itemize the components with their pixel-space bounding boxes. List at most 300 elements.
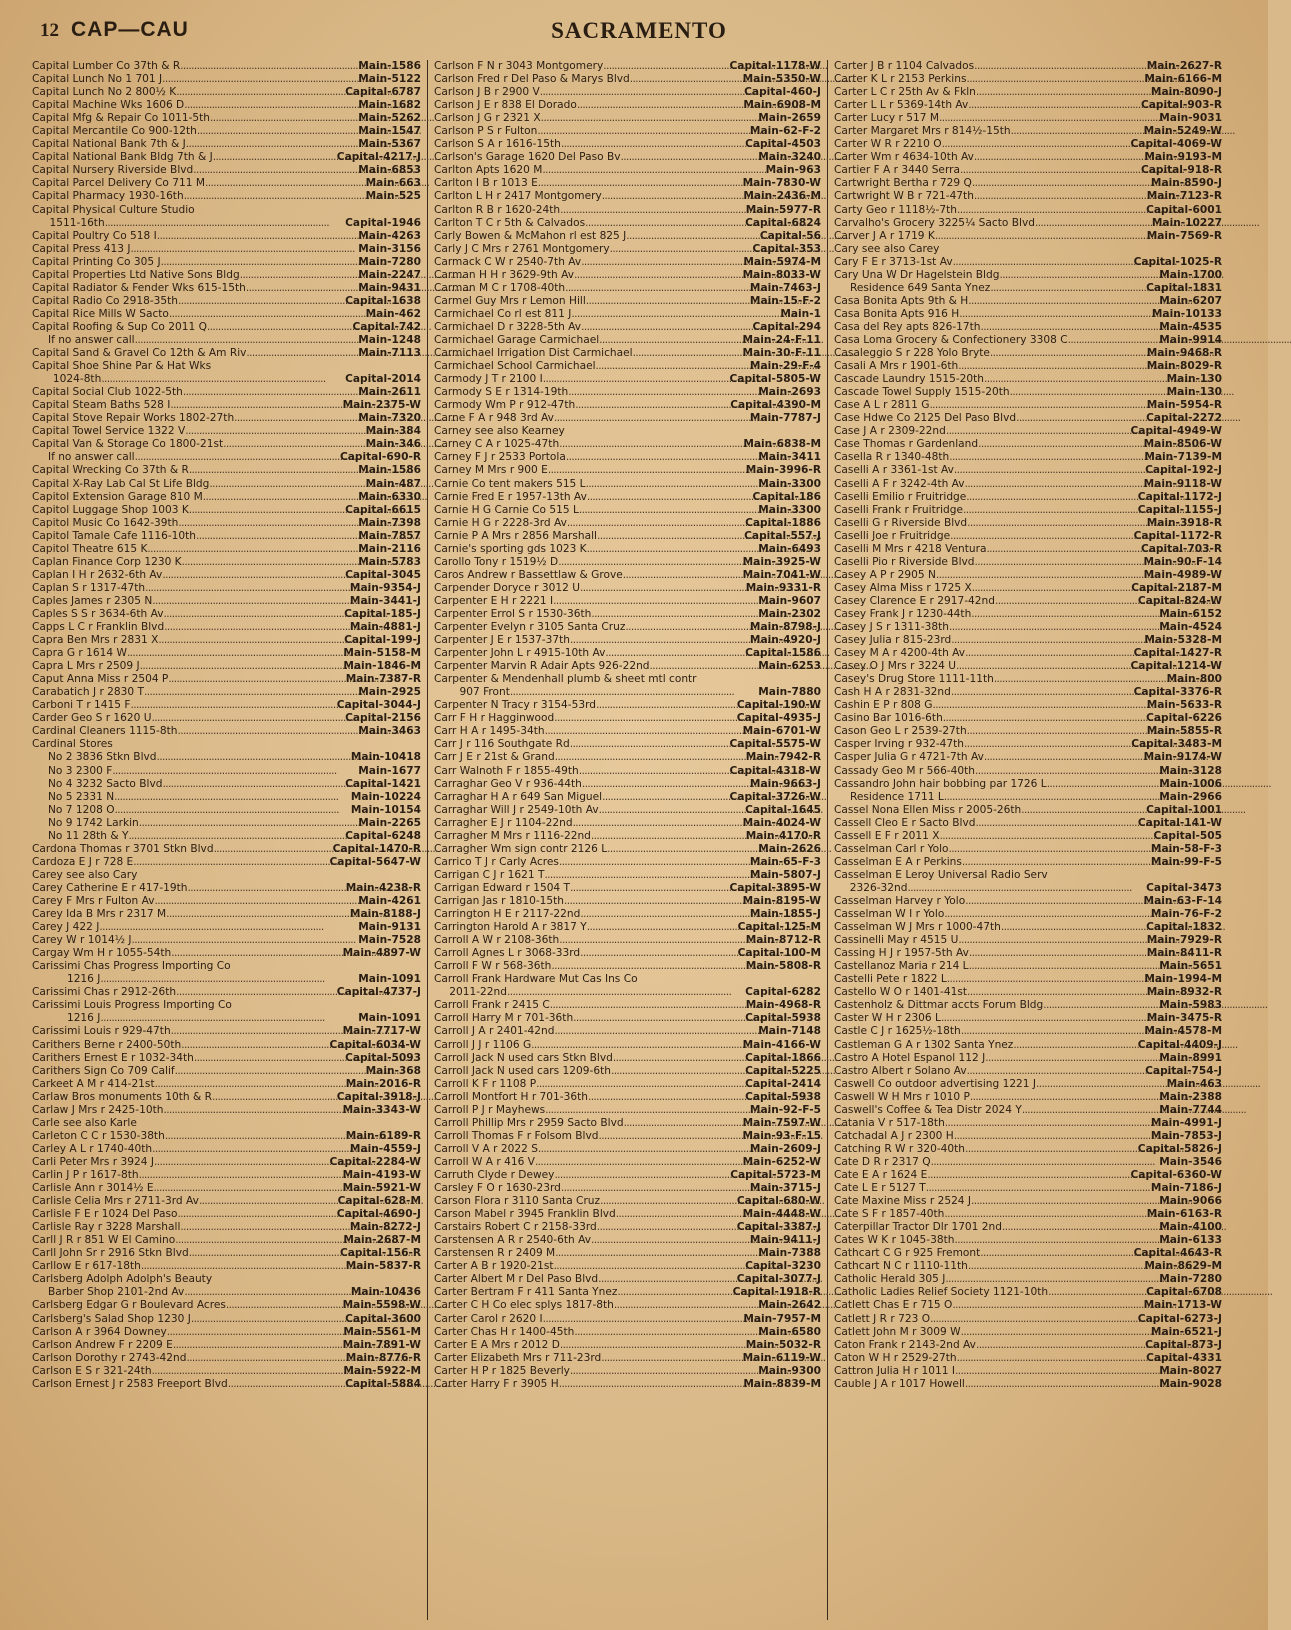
- dot-leader: [960, 164, 1141, 177]
- listing-phone: Main-9607: [758, 594, 821, 607]
- listing-name: Carroll Montfort H r 701-36th: [434, 1090, 588, 1103]
- listing-phone: Main-3411: [758, 451, 821, 464]
- listing-name: Carruth Clyde r Dewey: [434, 1168, 555, 1181]
- listing-entry: [834, 973, 1222, 986]
- listing-name: Carlaw J Mrs r 2425-10th: [32, 1103, 164, 1116]
- listing-entry: [434, 712, 821, 725]
- listing-phone: Main-2693: [758, 386, 821, 399]
- listing-phone: Main-9354-J: [349, 581, 421, 594]
- dot-leader: [950, 530, 1133, 543]
- dot-leader: [561, 1182, 750, 1195]
- listing-phone: Capital-3077-J: [736, 1273, 821, 1286]
- listing-phone: Main-7957-M: [743, 1312, 821, 1325]
- listing-phone: Main-2375-W: [342, 399, 421, 412]
- dot-leader: [946, 425, 1131, 438]
- listing-entry: [834, 817, 1222, 830]
- listing-phone: Capital-2414: [745, 1077, 821, 1090]
- dot-leader: [954, 1130, 1151, 1143]
- listing-name: Carmel Guy Mrs r Lemon Hill: [434, 294, 586, 307]
- listing-phone: Main-2609-J: [749, 1142, 821, 1155]
- dot-leader: [189, 504, 345, 517]
- listing-entry: [434, 73, 821, 86]
- listing-phone: Main-63-F-14: [1143, 895, 1222, 907]
- dot-leader: [591, 1234, 750, 1247]
- listing-phone: Capital-3376-R: [1133, 686, 1222, 699]
- listing-phone: Main-7280: [358, 255, 421, 268]
- dot-leader: [975, 817, 1137, 830]
- listing-entry: [32, 347, 421, 360]
- listing-phone: Main-7569-R: [1146, 229, 1222, 242]
- listing-entry: [834, 517, 1222, 530]
- listing-name: Caster W H r 2306 L: [834, 1012, 941, 1025]
- dot-leader: [135, 451, 340, 464]
- listing-name: Cardinal Cleaners 1115-8th: [32, 725, 178, 738]
- listing-entry: [434, 60, 821, 73]
- listing-entry: [32, 164, 421, 177]
- listing-phone: Main-5837-R: [345, 1260, 421, 1273]
- dot-leader: [994, 673, 1167, 686]
- listing-name: Carissimi Chas Progress Importing Co: [32, 960, 231, 973]
- dot-leader: [957, 1352, 1146, 1365]
- dot-leader: [536, 1078, 745, 1091]
- listing-name: Carlson Fred r Del Paso & Marys Blvd: [434, 73, 630, 86]
- listing-name: No 2 3836 Stkn Blvd: [48, 751, 157, 764]
- listing-phone: Capital-5093: [345, 1051, 421, 1064]
- listing-phone: Capital-505: [1153, 829, 1222, 842]
- listing-entry: [32, 177, 421, 190]
- dot-leader: [170, 399, 342, 412]
- listing-phone: Capital-125-M: [737, 921, 821, 934]
- dot-leader: [144, 686, 358, 699]
- listing-name: Carpenter J E r 1537-37th: [434, 634, 571, 647]
- listing-name: Carraghar Geo V r 936-44th: [434, 777, 582, 790]
- listing-phone: Main-5633-R: [1146, 699, 1222, 712]
- listing-entry: [834, 478, 1222, 491]
- listing-entry: [834, 256, 1222, 269]
- listing-name: Carroll Agnes L r 3068-33rd: [434, 947, 581, 960]
- listing-entry: [834, 217, 1222, 230]
- listing-phone: Main-8029-R: [1146, 360, 1222, 373]
- listing-entry: [834, 738, 1222, 751]
- listing-name: Capra L Mrs r 2509 J: [32, 660, 140, 673]
- listing-phone: Main-8090-J: [1150, 86, 1222, 99]
- dot-leader: [545, 1104, 750, 1117]
- dot-leader: [553, 595, 758, 608]
- listing-entry: [834, 243, 1222, 256]
- listing-phone: Capital-2014: [345, 373, 421, 386]
- listing-phone: Main-9331-R: [745, 581, 821, 594]
- listing-phone: Main-10436: [350, 1286, 421, 1299]
- listing-phone: Main-24-F-11: [742, 333, 821, 346]
- listing-name: Carter Wm r 4634-10th Av: [834, 151, 974, 164]
- listing-entry: [834, 138, 1222, 151]
- listing-phone: Main-6701-W: [742, 725, 821, 738]
- listing-entry: [834, 373, 1222, 386]
- listing-phone: Capital-100-M: [737, 947, 821, 960]
- listing-entry: [834, 451, 1222, 464]
- listing-phone: Capital-294: [752, 320, 821, 333]
- dot-leader: [961, 1025, 1145, 1038]
- listing-name: Carabatich J r 2830 T: [32, 686, 144, 699]
- dot-leader: [176, 986, 337, 999]
- dot-leader: [570, 1365, 758, 1378]
- listing-entry: [434, 1130, 821, 1143]
- listing-entry: [834, 1234, 1222, 1247]
- listing-phone: Main-487: [365, 477, 421, 490]
- listing-name: Casey M A r 4200-4th Av: [834, 647, 966, 660]
- listing-name: Carroll P J r Mayhews: [434, 1103, 546, 1116]
- listing-phone: Main-2388: [1159, 1090, 1222, 1103]
- dot-leader: [554, 1169, 730, 1182]
- listing-phone: Main-5032-R: [745, 1338, 821, 1351]
- dot-leader: [1016, 412, 1146, 425]
- listing-phone: Main-10154: [350, 803, 421, 816]
- dot-leader: [171, 1025, 343, 1038]
- dot-leader: [566, 451, 758, 464]
- dot-leader: [165, 1130, 346, 1143]
- listing-phone: Main-9468-R: [1146, 347, 1222, 360]
- listing-name: Carrington H E r 2117-22nd: [434, 908, 581, 921]
- dot-leader: [961, 1326, 1151, 1339]
- listing-name: Capital Machine Wks 1606 D: [32, 99, 185, 112]
- dot-leader: [605, 647, 745, 660]
- listing-name: Castellanoz Maria r 214 L: [834, 960, 969, 973]
- listing-phone: Capital-4331: [1146, 1351, 1222, 1364]
- listing-name: Carragher E J r 1104-22nd: [434, 816, 573, 829]
- listing-name: Casey O J Mrs r 3224 U: [834, 660, 956, 673]
- listing-phone: Main-3463: [358, 725, 421, 738]
- listing-name: Capital Stove Repair Works 1802-27th: [32, 412, 235, 425]
- dot-leader: [570, 738, 730, 751]
- listing-name: Carstensen R r 2409 M: [434, 1247, 556, 1260]
- listing-name: Cardinal Stores: [32, 738, 113, 751]
- listing-name: Capital Social Club 1022-5th: [32, 386, 183, 399]
- listing-entry: [834, 895, 1222, 908]
- dot-leader: [213, 151, 337, 164]
- listing-name: Carmack C W r 2540-7th Av: [434, 255, 582, 268]
- listing-entry: [834, 1221, 1222, 1234]
- dot-leader: [168, 673, 345, 686]
- listing-entry: [434, 856, 821, 869]
- listing-entry: [32, 738, 421, 751]
- listing-entry: [434, 1117, 821, 1130]
- listing-name: Cardona Thomas r 3701 Stkn Blvd: [32, 842, 214, 855]
- listing-name: Carroll K F r 1108 P: [434, 1077, 537, 1090]
- listing-phone: Capital-5647-W: [329, 855, 421, 868]
- listing-entry: [834, 1052, 1222, 1065]
- dot-leader: [949, 843, 1151, 856]
- listing-entry: [32, 1025, 421, 1038]
- listing-entry: [834, 1352, 1222, 1365]
- listing-entry: [834, 1313, 1222, 1326]
- dot-leader: [597, 530, 744, 543]
- dot-leader: [965, 895, 1143, 908]
- dot-leader: [955, 1365, 1159, 1378]
- dot-leader: [972, 582, 1131, 595]
- dot-leader: [152, 1143, 350, 1156]
- dot-leader: [561, 138, 745, 151]
- listing-phone: Main-9118-W: [1143, 477, 1222, 490]
- listing-entry: [834, 386, 1222, 399]
- dot-leader: [944, 1208, 1146, 1221]
- listing-name: Carlsberg Edgar G r Boulevard Acres: [32, 1299, 226, 1312]
- dot-leader: [189, 464, 358, 477]
- listing-entry: [434, 843, 821, 856]
- listing-phone: Capital-3230: [745, 1260, 821, 1273]
- listing-phone: Main-9193-M: [1144, 151, 1222, 164]
- listing-entry: [32, 1156, 421, 1169]
- listing-phone: Main-5922-M: [343, 1364, 421, 1377]
- listing-name: Capital Van & Storage Co 1800-21st: [32, 438, 224, 451]
- listing-entry: [834, 464, 1222, 477]
- listing-name: Carlson J B r 2900 V: [434, 86, 540, 99]
- dot-leader: [139, 817, 358, 830]
- listing-name: Carpenter N Tracy r 3154-53rd: [434, 699, 596, 712]
- dot-leader: [943, 712, 1146, 725]
- listing-entry: [32, 1299, 421, 1312]
- listing-columns: [28, 60, 1250, 1620]
- listing-phone: Main-7280: [1159, 1273, 1222, 1286]
- listing-name: Cary F E r 3713-1st Av: [834, 255, 953, 268]
- listing-entry: [834, 1104, 1222, 1117]
- listing-entry: [834, 660, 1222, 673]
- listing-name: Caselli A F r 3242-4th Av: [834, 477, 965, 490]
- dot-leader: [602, 791, 729, 804]
- listing-name: Carson Flora r 3110 Santa Cruz: [434, 1195, 601, 1208]
- listing-entry: [434, 791, 821, 804]
- listing-entry: [32, 595, 421, 608]
- listing-name: Casselman E Leroy Universal Radio Serv: [834, 868, 1048, 881]
- dot-leader: [177, 1208, 336, 1221]
- listing-entry: [32, 1195, 421, 1208]
- listing-name: Caselli Frank r Fruitridge: [834, 503, 963, 516]
- listing-phone: Main-9663-J: [749, 777, 821, 790]
- listing-entry: [434, 869, 821, 882]
- dot-leader: [196, 530, 358, 543]
- listing-entry: [32, 1221, 421, 1234]
- listing-phone: Main-368: [365, 1064, 421, 1077]
- dot-leader: [614, 1299, 758, 1312]
- listing-name: Carpenter & Mendenhall plumb & sheet mtl contr: [434, 673, 697, 686]
- listing-name: Carllow E r 617-18th: [32, 1260, 141, 1273]
- dot-leader: [564, 895, 743, 908]
- listing-phone: Main-462: [365, 307, 421, 320]
- listing-name: Caplan Finance Corp 1230 K: [32, 555, 182, 568]
- dot-leader: [197, 125, 358, 138]
- dot-leader: [559, 1378, 744, 1391]
- listing-entry: [834, 412, 1222, 425]
- listing-phone: Main-8506-W: [1143, 438, 1222, 451]
- listing-phone: Capital-5826-J: [1137, 1142, 1222, 1155]
- listing-name: Carlson S A r 1616-15th: [434, 138, 561, 151]
- listing-phone: Main-1700: [1159, 268, 1222, 281]
- listing-entry: [434, 204, 821, 217]
- listing-phone: Capital-903-R: [1140, 99, 1222, 112]
- listing-phone: Main-90-F-14: [1143, 555, 1222, 568]
- listing-name: Carstensen A R r 2540-6th Av: [434, 1234, 591, 1247]
- listing-entry: [32, 243, 421, 256]
- dot-leader: [155, 895, 359, 908]
- dot-leader: [180, 1221, 350, 1234]
- dot-leader: [573, 817, 743, 830]
- listing-phone: Main-7139-M: [1144, 451, 1222, 464]
- listing-name: 1024-8th: [52, 373, 102, 386]
- listing-phone: Main-6207: [1159, 294, 1222, 307]
- listing-phone: Capital-6273-J: [1137, 1312, 1222, 1325]
- listing-entry: [834, 843, 1222, 856]
- listing-name: Carroll Frank r 2415 C: [434, 999, 550, 1012]
- listing-phone: Main-10133: [1151, 307, 1222, 320]
- listing-phone: Main-8776-R: [345, 1351, 421, 1364]
- listing-entry: [32, 712, 421, 725]
- listing-phone: Main-8027: [1159, 1364, 1222, 1377]
- listing-entry: [434, 986, 821, 999]
- listing-name: Carter C H Co elec splys 1817-8th: [434, 1299, 614, 1312]
- listing-entry: [32, 1339, 421, 1352]
- listing-entry: [32, 504, 421, 517]
- dot-leader: [193, 164, 358, 177]
- dot-leader: [975, 765, 1159, 778]
- listing-entry: [434, 1143, 821, 1156]
- listing-phone: Main-9031: [1159, 112, 1222, 125]
- listing-name: Caselli G r Riverside Blvd: [834, 516, 968, 529]
- listing-entry: [32, 1143, 421, 1156]
- listing-name: Carter Carol r 2620 I: [434, 1312, 543, 1325]
- listing-name: Carlisle F E r 1024 Del Paso: [32, 1208, 178, 1221]
- dot-leader: [181, 1039, 329, 1052]
- listing-name: Capital Towel Service 1322 V: [32, 425, 186, 438]
- listing-phone: Main-65-F-3: [749, 855, 821, 868]
- listing-name: Carlson Ernest J r 2583 Freeport Blvd: [32, 1377, 228, 1390]
- dot-leader: [968, 1260, 1144, 1273]
- listing-name: Casey J S r 1311-38th: [834, 621, 950, 634]
- listing-name: Carroll Phillip Mrs r 2959 Sacto Blvd: [434, 1116, 624, 1129]
- listing-name: Carlisle Celia Mrs r 2711-3rd Av: [32, 1195, 199, 1208]
- listing-name: Residence 1711 L: [850, 790, 944, 803]
- listing-name: Carter E A Mrs r 2012 D: [434, 1338, 560, 1351]
- listing-name: Carter J B r 1104 Calvados: [834, 60, 975, 72]
- listing-entry: [434, 882, 821, 895]
- listing-name: Capital Nursery Riverside Blvd: [32, 164, 194, 177]
- listing-phone: Capital-1178-W: [729, 60, 821, 72]
- listing-name: Carrington Harold A r 3817 Y: [434, 921, 587, 934]
- dot-leader: [186, 138, 359, 151]
- listing-column-3: [828, 60, 1228, 1620]
- listing-phone: Capital-1866: [745, 1051, 821, 1064]
- listing-entry: [434, 817, 821, 830]
- listing-phone: Capital-186: [752, 490, 821, 503]
- listing-phone: Main-5921-W: [342, 1182, 421, 1195]
- listing-entry: [834, 751, 1222, 764]
- dot-leader: [194, 1052, 345, 1065]
- dot-leader: [586, 295, 750, 308]
- listing-phone: Capital-4318-W: [729, 764, 821, 777]
- listing-entry: [434, 399, 821, 412]
- listing-entry: [834, 112, 1222, 125]
- listing-entry: [32, 882, 421, 895]
- dot-leader: [965, 478, 1144, 491]
- listing-phone: Main-29-F-4: [749, 360, 821, 373]
- listing-name: Carroll Thomas F r Folsom Blvd: [434, 1129, 599, 1142]
- listing-name: Cartier F A r 3440 Serra: [834, 164, 960, 177]
- listing-phone: Main-663: [365, 177, 421, 190]
- dot-leader: [184, 1286, 351, 1299]
- dot-leader: [540, 86, 744, 99]
- listing-entry: [834, 804, 1222, 817]
- listing-name: Cates W K r 1045-38th: [834, 1234, 955, 1247]
- listing-entry: [434, 1313, 821, 1326]
- listing-entry: [32, 1104, 421, 1117]
- listing-phone: Main-7880: [758, 686, 822, 699]
- listing-phone: Main-7148: [758, 1025, 821, 1038]
- listing-phone: Main-9431: [358, 281, 421, 294]
- listing-entry: [434, 451, 821, 464]
- listing-entry: [834, 608, 1222, 621]
- listing-name: Carle see also Karle: [32, 1116, 137, 1129]
- listing-name: Catholic Ladies Relief Society 1121-10th: [834, 1286, 1049, 1299]
- listing-name: Cassell E F r 2011 X: [834, 829, 940, 842]
- dot-leader: [162, 73, 358, 86]
- dot-leader: [171, 947, 342, 960]
- listing-entry: [834, 347, 1222, 360]
- listing-phone: Main-7891-W: [342, 1338, 421, 1351]
- listing-name: Carmichael School Carmichael: [434, 360, 596, 373]
- listing-phone: Capital-3895-W: [729, 881, 821, 894]
- listing-name: Carithers Ernest E r 1032-34th: [32, 1051, 194, 1064]
- dot-leader: [620, 151, 758, 164]
- listing-entry: [32, 321, 421, 334]
- dot-leader: [226, 1299, 343, 1312]
- listing-entry: [32, 386, 421, 399]
- listing-entry: [434, 595, 821, 608]
- listing-name: Cate S F r 1857-40th: [834, 1208, 945, 1221]
- listing-entry: [32, 1091, 421, 1104]
- listing-name: Cardoza E J r 728 E: [32, 855, 134, 868]
- listing-name: Carissimi Louis r 929-47th: [32, 1025, 171, 1038]
- listing-entry: [834, 856, 1222, 869]
- listing-name: Carrigan Edward r 1504 T: [434, 881, 571, 894]
- listing-phone: Main-4968-R: [745, 999, 821, 1012]
- dot-leader: [152, 595, 350, 608]
- dot-leader: [559, 438, 743, 451]
- listing-entry: [32, 517, 421, 530]
- dot-leader: [974, 60, 1147, 73]
- dot-leader: [568, 386, 758, 399]
- listing-phone: Main-10227: [1151, 216, 1222, 229]
- dot-leader: [574, 1326, 758, 1339]
- listing-entry: [434, 386, 821, 399]
- listing-phone: Capital-192-J: [1145, 464, 1222, 477]
- listing-entry: [434, 412, 821, 425]
- dot-leader: [101, 373, 345, 386]
- listing-name: Cathcart C G r 925 Fremont: [834, 1247, 981, 1260]
- listing-entry: [32, 282, 421, 295]
- listing-phone: Main-76-F-2: [1150, 908, 1222, 921]
- listing-name: Casselman E A r Perkins: [834, 855, 962, 868]
- listing-phone: Main-2626: [758, 842, 821, 855]
- listing-entry: [32, 1378, 421, 1391]
- listing-name: Capitol Theatre 615 K: [32, 542, 148, 555]
- listing-entry: [32, 569, 421, 582]
- listing-name: Carroll Harry M r 701-36th: [434, 1012, 574, 1025]
- listing-name: Carey Ida B Mrs r 2317 M: [32, 908, 167, 921]
- dot-leader: [959, 308, 1152, 321]
- listing-name: Carithers Sign Co 709 Calif: [32, 1064, 175, 1077]
- dot-leader: [965, 1378, 1159, 1391]
- listing-phone: Capital-156-R: [339, 1247, 421, 1260]
- listing-entry: [434, 177, 821, 190]
- listing-name: Carstairs Robert C r 2158-33rd: [434, 1221, 597, 1234]
